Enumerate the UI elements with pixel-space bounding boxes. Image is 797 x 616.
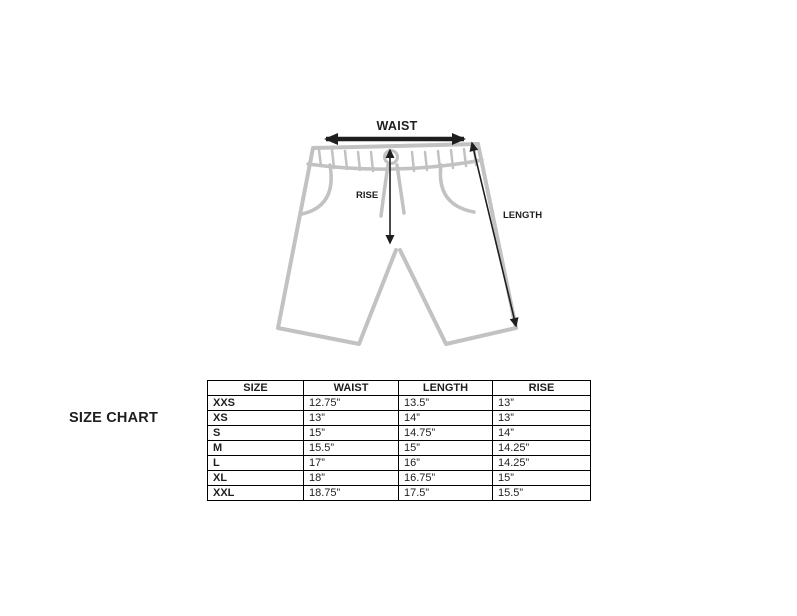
table-header-row bbox=[208, 381, 591, 396]
length-value: 16” bbox=[399, 456, 493, 471]
right-leg-outline bbox=[400, 144, 516, 344]
size-value: XS bbox=[208, 411, 304, 426]
rise-value: 14.25” bbox=[493, 456, 591, 471]
size-chart-title: SIZE CHART bbox=[69, 410, 158, 426]
header-rise: RISE bbox=[493, 381, 591, 396]
drawstring-grommet bbox=[385, 151, 398, 164]
size-value: M bbox=[208, 441, 304, 456]
right-pocket-curve bbox=[440, 165, 474, 212]
waist-value: 18” bbox=[304, 471, 399, 486]
waist-label: WAIST bbox=[376, 119, 418, 133]
rise-label: RISE bbox=[356, 190, 379, 201]
table-row bbox=[208, 441, 591, 456]
rise-value: 15” bbox=[493, 471, 591, 486]
size-value: XXL bbox=[208, 486, 304, 501]
length-arrow bbox=[472, 143, 516, 326]
left-leg-outline bbox=[278, 148, 396, 344]
waistband-top-edge bbox=[313, 144, 478, 148]
table-row bbox=[208, 411, 591, 426]
length-value: 16.75” bbox=[399, 471, 493, 486]
table-row bbox=[208, 471, 591, 486]
drawstring-left bbox=[381, 165, 388, 216]
waist-value: 18.75” bbox=[304, 486, 399, 501]
waist-value: 12.75” bbox=[304, 396, 399, 411]
length-value: 15” bbox=[399, 441, 493, 456]
waist-value: 13” bbox=[304, 411, 399, 426]
header-size: SIZE bbox=[208, 381, 304, 396]
waist-value: 17” bbox=[304, 456, 399, 471]
drawstring-right bbox=[397, 165, 404, 213]
length-value: 14” bbox=[399, 411, 493, 426]
length-value: 17.5” bbox=[399, 486, 493, 501]
size-value: XXS bbox=[208, 396, 304, 411]
size-value: XL bbox=[208, 471, 304, 486]
waist-value: 15.5” bbox=[304, 441, 399, 456]
size-value: L bbox=[208, 456, 304, 471]
rise-value: 13” bbox=[493, 396, 591, 411]
length-value: 14.75” bbox=[399, 426, 493, 441]
table-row bbox=[208, 426, 591, 441]
shorts-outline bbox=[278, 144, 516, 344]
length-value: 13.5” bbox=[399, 396, 493, 411]
rise-value: 15.5” bbox=[493, 486, 591, 501]
rise-value: 14” bbox=[493, 426, 591, 441]
header-length: LENGTH bbox=[399, 381, 493, 396]
rise-value: 13” bbox=[493, 411, 591, 426]
table-row bbox=[208, 396, 591, 411]
waist-value: 15” bbox=[304, 426, 399, 441]
table-row bbox=[208, 456, 591, 471]
length-label: LENGTH bbox=[503, 210, 543, 221]
header-waist: WAIST bbox=[304, 381, 399, 396]
size-table bbox=[207, 380, 591, 501]
rise-value: 14.25” bbox=[493, 441, 591, 456]
size-value: S bbox=[208, 426, 304, 441]
table-row bbox=[208, 486, 591, 501]
